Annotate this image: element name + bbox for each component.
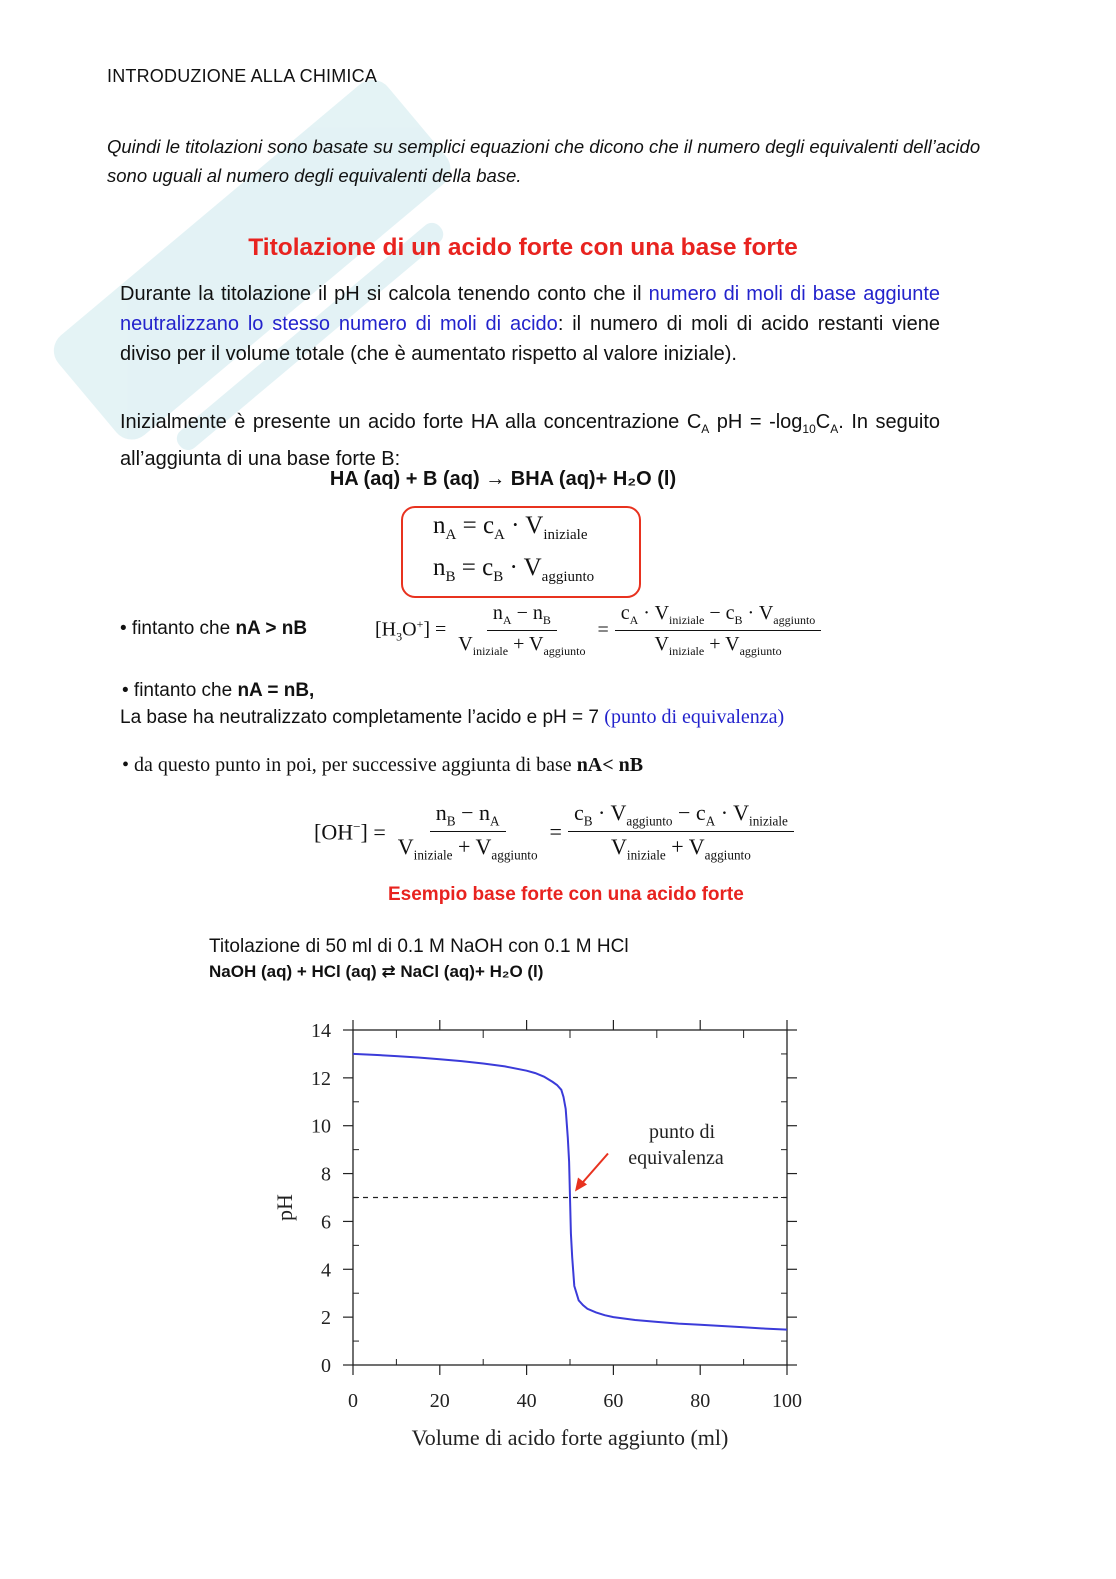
bullet2-highlight: (punto di equivalenza) — [604, 706, 785, 728]
paragraph-initial — [120, 407, 940, 474]
p2-sub3: A — [830, 422, 839, 436]
section-title: Titolazione di un acido forte con una base forte — [248, 234, 798, 261]
x-tick-label: 0 — [348, 1390, 358, 1412]
bullet2-text: La base ha neutralizzato completamente l’acido e pH = 7 — [120, 707, 605, 728]
p1-text-highlight: numero di moli di base aggiunte neutralizzano lo stesso numero di moli di acido — [120, 283, 940, 335]
p1-text-c: : il numero di moli di acido restanti viene diviso per il volume totale (che è aumentato rispetto al valore iniziale). — [120, 313, 940, 365]
bullet-equivalence-text — [120, 706, 784, 729]
bullet2-condition: nA = nB, — [237, 680, 315, 701]
bullet1-condition: nA > nB — [235, 618, 308, 639]
equation-na: $n_A = c_A \cdot V_{iniziale}$ — [433, 512, 588, 543]
p2-sub2: 10 — [802, 422, 816, 436]
y-tick-label: 2 — [321, 1307, 331, 1330]
equation-nb: $n_B = c_B \cdot V_{aggiunto}$ — [433, 554, 595, 585]
x-tick-label: 60 — [603, 1390, 624, 1412]
annotation-line1: punto di — [648, 1121, 716, 1143]
bullet2-label: • fintanto che — [122, 680, 238, 701]
p2-sub: A — [701, 422, 710, 436]
y-tick-label: 12 — [311, 1067, 331, 1090]
x-tick-label: 40 — [516, 1390, 537, 1412]
p2-text-c: C — [815, 411, 831, 433]
y-tick-label: 6 — [321, 1211, 331, 1234]
x-axis-label: Volume di acido forte aggiunto (ml) — [411, 1425, 729, 1450]
series-line-ph — [353, 1054, 787, 1330]
p2-text-b: pH = -log — [709, 411, 803, 433]
y-tick-label: 8 — [321, 1163, 331, 1186]
y-axis-label: pH — [272, 1194, 297, 1221]
formula-h3o: $[H_3O^+]$ = $\frac{n_A - n_B}{V_{iniziale} + V_{aggiunto}}$ = $\frac{c_A \cdot V_{iniziale} - c_B \cdot V_{aggiunto}}{V_{iniziale} + V_{aggiunto}}$ — [375, 602, 821, 659]
y-tick-label: 14 — [311, 1020, 331, 1042]
x-tick-label: 20 — [429, 1390, 450, 1412]
annotation-arrow — [580, 1154, 608, 1186]
p2-text-a: Inizialmente è presente un acido forte HA alla concentrazione C — [120, 411, 702, 433]
example-title: Esempio base forte con una acido forte — [388, 884, 744, 905]
reaction-equation: HA (aq) + B (aq) → BHA (aq)+ H₂O (l) — [329, 468, 677, 490]
intro-paragraph: Quindi le titolazioni sono basate su semplici equazioni che dicono che il numero degli equivalenti dell’acido sono uguali al numero degli equivalenti della base. — [107, 136, 981, 186]
chart-reaction: NaOH (aq) + HCl (aq) ⇄ NaCl (aq)+ H₂O (l) — [209, 962, 544, 981]
bullet3-text: • da questo punto in poi, per successive aggiunta di base — [122, 754, 577, 776]
y-tick-label: 4 — [321, 1259, 331, 1282]
moles-equation-box — [401, 506, 641, 598]
y-tick-label: 10 — [311, 1115, 331, 1138]
p2-text-d: . In seguito all’aggiunta di una base forte B: — [120, 411, 941, 470]
p1-text-a: Durante la titolazione il pH si calcola tenendo conto che il — [120, 283, 649, 305]
bullet3-condition: nA< nB — [576, 754, 644, 776]
bullet-excess-acid — [120, 618, 307, 640]
chart-title: Titolazione di 50 ml di 0.1 M NaOH con 0.1 M HCl — [209, 936, 629, 957]
bullet1-label: • fintanto che — [120, 618, 236, 639]
paragraph-titration — [120, 279, 940, 369]
page-header: INTRODUZIONE ALLA CHIMICA — [107, 66, 378, 86]
annotation-line2: equivalenza — [628, 1147, 724, 1169]
bullet-excess-base — [122, 754, 643, 777]
bullet-equivalence — [122, 680, 314, 702]
y-tick-label: 0 — [321, 1355, 331, 1377]
titration-chart — [260, 1005, 840, 1465]
x-tick-label: 80 — [690, 1390, 711, 1412]
formula-oh: [OH−] = $\frac{n_B - n_A}{V_{iniziale} + V_{aggiunto}}$ = $\frac{c_B \cdot V_{aggiunto} - c_A \cdot V_{iniziale}}{V_{iniziale} + V_{aggiunto}}$ — [314, 800, 794, 864]
x-tick-label: 100 — [772, 1390, 802, 1412]
